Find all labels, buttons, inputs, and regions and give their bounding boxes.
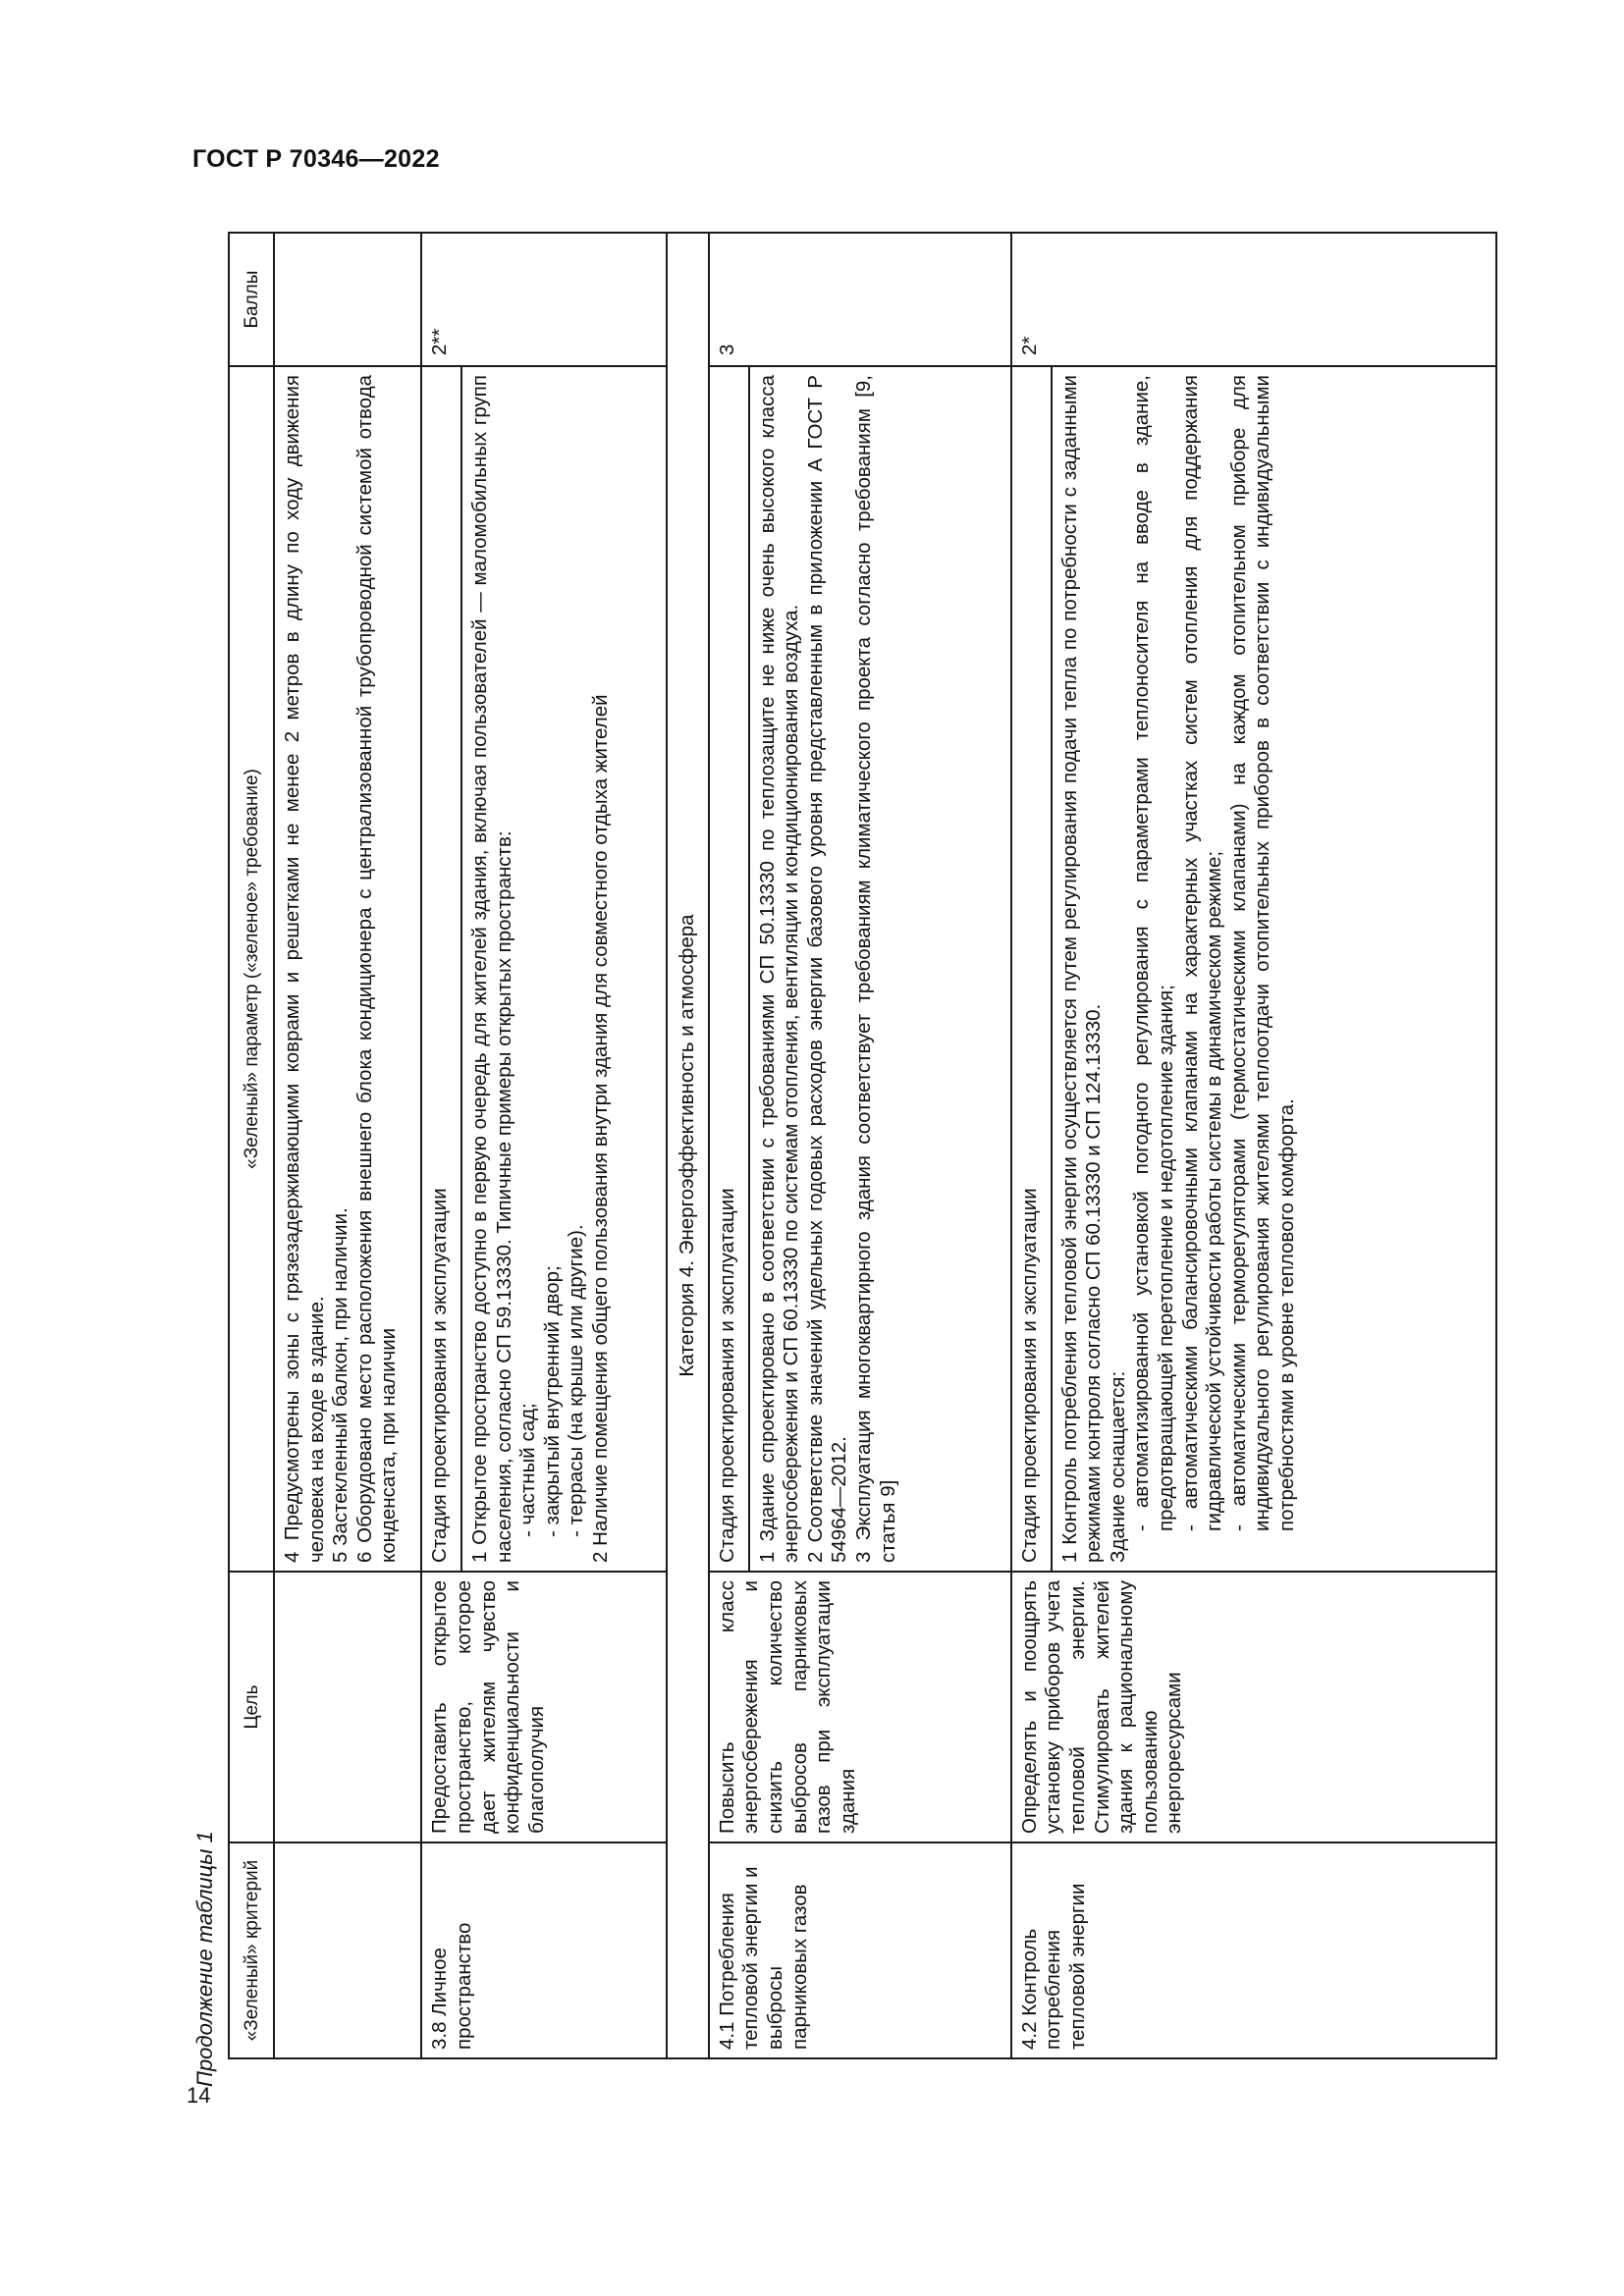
- score-cell: [274, 233, 421, 366]
- page-number: 14: [187, 2083, 211, 2108]
- stage-cell-4-1: Стадия проектирования и эксплуатации: [709, 366, 749, 1572]
- requirement-line: 5 Застекленный балкон, при наличии.: [329, 1207, 352, 1563]
- column-header-criterion: «Зеленый» критерий: [229, 1842, 274, 2058]
- goal-cell-4-1: Повысить класс энергосбережения и снизить количество выбросов парниковых газов при эксплуатации здания: [709, 1572, 1011, 1842]
- requirement-line: - частный сад;: [516, 1403, 540, 1537]
- parameter-cell-4-1: [749, 366, 1011, 1572]
- requirement-line: - закрытый внутренний двор;: [540, 1265, 564, 1537]
- requirement-line: - автоматическими балансировочными клапанами на характерных участках систем отопления для поддержания гидравлической устойчивости работы системы в динамическом режиме;: [1178, 375, 1226, 1531]
- requirement-line: - автоматическими терморегуляторами (термостатическими клапанами) на каждом отопительном приборе для индивидуального регулирования жителями теплоотдачи отопительных приборов в соответствии с индивидуальными потребностями в уровне теплового комфорта.: [1226, 375, 1298, 1531]
- table-row-3-8-stage: [421, 233, 461, 2058]
- goal-cell: [274, 1572, 421, 1842]
- score-cell-4-2: 2*: [1011, 233, 1496, 366]
- parameter-cell: [274, 366, 421, 1572]
- stage-cell-3-8: Стадия проектирования и эксплуатации: [421, 366, 461, 1572]
- table-row-category: [667, 233, 708, 2058]
- requirement-line: 1 Открытое пространство доступно в первую очередь для жителей здания, включая пользователей — маломобильных групп населения, согласно СП 59.13330. Типичные примеры открытых пространств:: [468, 375, 515, 1563]
- requirement-line: - автоматизированной установкой погодного регулирования с параметрами теплоносителя на вводе в здание, предотвращающей перетопление и недотопление здания;: [1130, 375, 1177, 1531]
- requirement-line: 6 Оборудовано место расположения внешнего блока кондиционера с централизованной трубопроводной системой отвода конденсата, при наличии: [352, 375, 401, 1563]
- criterion-cell-3-8: 3.8 Личное пространство: [421, 1842, 667, 2058]
- green-criteria-table: [228, 232, 1497, 2059]
- parameter-cell-4-2: [1052, 366, 1496, 1572]
- score-cell-4-1: 3: [709, 233, 1011, 366]
- requirement-line: 1 Контроль потребления тепловой энергии осуществляется путем регулирования подачи тепла по потребности с заданными режимами контроля согласно СП 60.13330 и СП 124.13330.: [1057, 375, 1106, 1563]
- criterion-cell-4-2: 4.2 Контроль потребления тепловой энергии: [1011, 1842, 1496, 2058]
- rotated-table-wrapper: [228, 234, 1497, 2059]
- requirement-line: - террасы (на крыше или другие).: [565, 1224, 588, 1537]
- column-header-goal: Цель: [229, 1572, 274, 1842]
- table-row-continuation: [274, 233, 421, 2058]
- goal-cell-3-8: Предоставить открытое пространство, которое дает жителям чувство конфиденциальности и благополучия: [421, 1572, 667, 1842]
- column-header-parameter: «Зеленый» параметр («зеленое» требование): [229, 366, 274, 1572]
- table-header-row: [229, 233, 274, 2058]
- table-row-4-2-stage: [1011, 233, 1052, 2058]
- stage-cell-4-2: Стадия проектирования и эксплуатации: [1011, 366, 1052, 1572]
- requirement-line: 2 Наличие помещения общего пользования внутри здания для совместного отдыха жителей: [589, 694, 613, 1563]
- score-cell-3-8: 2**: [421, 233, 667, 366]
- requirement-line: 4 Предусмотрены зоны с грязезадерживающими коврами и решетками не менее 2 метров в длину по ходу движения человека на входе в здание.: [281, 375, 328, 1563]
- table-row-4-1-stage: [709, 233, 749, 2058]
- goal-cell-4-2: Определять и поощрять установку приборов учета тепловой энергии. Стимулировать жителей здания к рациональному пользованию энергоресурсами: [1011, 1572, 1496, 1842]
- category-heading: Категория 4. Энергоэффективность и атмосфера: [667, 233, 708, 2058]
- criterion-cell: [274, 1842, 421, 2058]
- table-caption: Продолжение таблицы 1: [192, 1831, 217, 2087]
- requirement-line: 1 Здание спроектировано в соответствии с требованиями СП 50.13330 по теплозащите не ниже очень высокого класса энергосбережения и СП 60.13330 по системам отопления, вентиляции и кондиционирования воздуха.: [755, 375, 803, 1563]
- criterion-cell-4-1: 4.1 Потребления тепловой энергии и выбросы парниковых газов: [709, 1842, 1011, 2058]
- requirement-line: 2 Соответствие значений удельных годовых расходов энергии базового уровня представленным в приложении А ГОСТ Р 54964—2012.: [803, 375, 851, 1563]
- requirement-line: Здание оснащается:: [1106, 1370, 1129, 1563]
- parameter-cell-3-8: [461, 366, 667, 1572]
- document-code-header: ГОСТ Р 70346—2022: [192, 145, 440, 173]
- column-header-score: Баллы: [229, 233, 274, 366]
- requirement-line: 3 Эксплуатация многоквартирного здания соответствует требованиям климатического проекта согласно требованиям [9, статья 9]: [851, 375, 899, 1563]
